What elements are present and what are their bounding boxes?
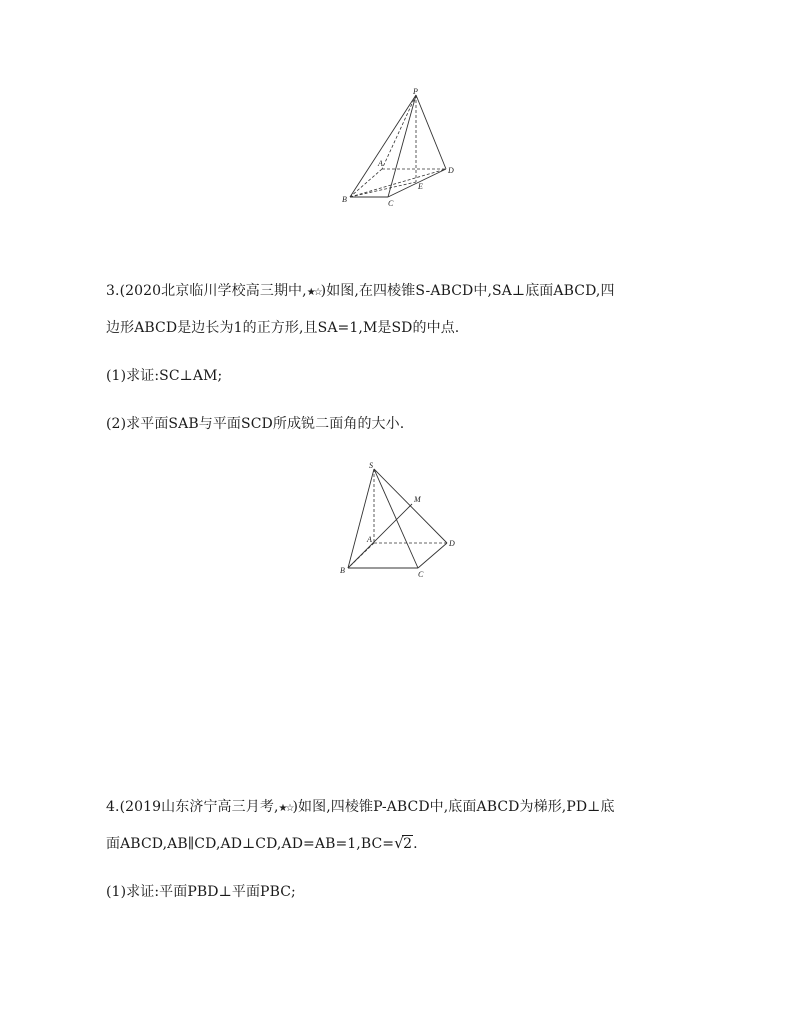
label-c: C [418, 570, 424, 579]
problem4-line2: 面ABCD,AB∥CD,AD⊥CD,AD=AB=1,BC= √ 2. [106, 834, 418, 852]
label-s: S [369, 461, 373, 470]
edge-pb [350, 95, 416, 197]
pyramid-s-diagram [330, 458, 470, 583]
figure-pyramid-p-abcd [330, 85, 470, 210]
difficulty-stars-icon: ★☆ [278, 803, 293, 814]
label-d: D [449, 539, 455, 548]
edge-cd [418, 543, 447, 568]
sqrt-icon: √ [394, 834, 404, 852]
problem3-text-line1: 如图,在四棱锥S-ABCD中,SA⊥底面ABCD,四 [326, 283, 615, 299]
problem3-line1: 3.(2020北京临川学校高三期中,★☆)如图,在四棱锥S-ABCD中,SA⊥底面ABCD,四 [106, 283, 615, 299]
label-b: B [342, 195, 347, 204]
label-b: B [340, 566, 345, 575]
label-p: P [413, 87, 418, 96]
difficulty-stars-icon: ★☆ [306, 287, 321, 298]
edge-bd-hidden [350, 169, 446, 197]
problem3-number: 3. [106, 283, 120, 299]
edge-be-hidden [350, 182, 416, 197]
label-a: A [367, 535, 372, 544]
problem4-question1: (1)求证:平面PBD⊥平面PBC; [106, 884, 296, 900]
problem4-source: (2019山东济宁高三月考, [119, 799, 279, 815]
problem3-question1: (1)求证:SC⊥AM; [106, 368, 223, 384]
edge-sc [374, 469, 418, 568]
sqrt-expression [394, 834, 413, 854]
problem3-line2: 边形ABCD是边长为1的正方形,且SA=1,M是SD的中点. [106, 320, 460, 336]
label-a: A [378, 159, 383, 168]
edge-pd [416, 95, 446, 169]
pyramid-p-diagram [330, 85, 470, 210]
problem3-question2: (2)求平面SAB与平面SCD所成锐二面角的大小. [106, 416, 405, 432]
problem4-line1: 4.(2019山东济宁高三月考,★☆)如图,四棱锥P-ABCD中,底面ABCD为梯形,PD⊥底 [106, 799, 615, 815]
edge-sb [348, 469, 374, 568]
edge-cd [388, 169, 446, 197]
problem4-text-line1: 如图,四棱锥P-ABCD中,底面ABCD为梯形,PD⊥底 [298, 799, 615, 815]
sqrt-value: 2 [403, 836, 413, 852]
problem4-number: 4. [106, 799, 120, 815]
label-m: M [414, 495, 421, 504]
label-c: C [388, 199, 394, 208]
problem3-source: (2020北京临川学校高三期中, [119, 283, 307, 299]
figure-pyramid-s-abcd [330, 458, 470, 583]
label-d: D [448, 166, 454, 175]
edge-ab-hidden [350, 169, 382, 197]
label-e: E [418, 182, 423, 191]
